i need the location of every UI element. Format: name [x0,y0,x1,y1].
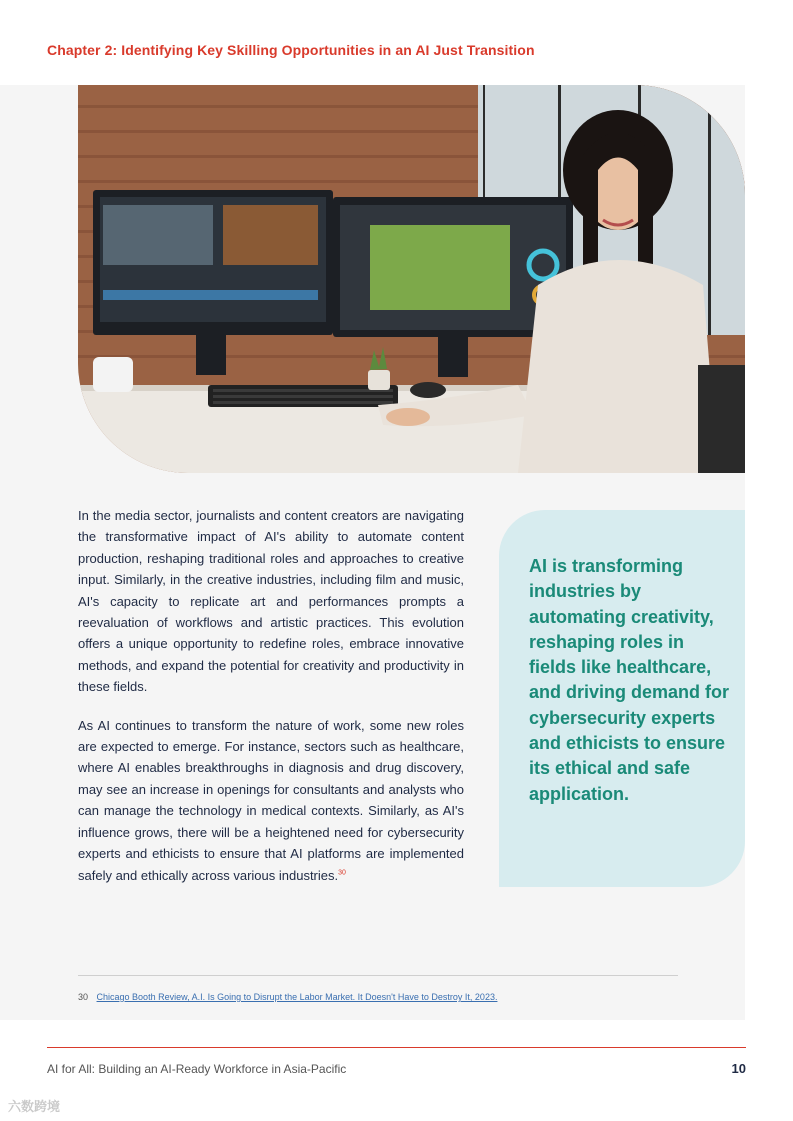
hero-photo [78,85,745,473]
body-text-column [78,505,464,903]
watermark-text: 六数跨境 [8,1099,61,1114]
pull-quote-text: AI is transforming industries by automating creativity, reshaping roles in fields like healthcare, and driving demand for cybersecurity experts and ethicists to ensure its ethical and safe application. [529,556,730,804]
footnote [78,992,497,1002]
body-paragraph-2 [78,715,464,886]
hero-illustration [78,85,745,473]
body-paragraph-1: In the media sector, journalists and content creators are navigating the transformative impact of AI's ability to automate content production, reshaping traditional roles and approaches to creative input. Similarly, in the creative industries, including film and music, AI's capacity to replicate art and performances prompts a reevaluation of workflows and artistic practices. This evolution offers a unique opportunity to redefine roles, embrace innovative methods, and expand the potential for creativity and productivity in these fields. [78,508,464,695]
footer-title: AI for All: Building an AI-Ready Workforce in Asia-Pacific [47,1062,347,1076]
footnote-link[interactable]: Chicago Booth Review, A.I. Is Going to Disrupt the Labor Market. It Doesn't Have to Destroy It, 2023. [96,992,498,1002]
watermark-logo [8,1096,60,1115]
footer-divider [47,1047,746,1048]
chapter-title: Chapter 2: Identifying Key Skilling Opportunities in an AI Just Transition [47,42,535,58]
footnote-reference[interactable]: 30 [338,869,346,877]
footnote-divider [78,975,678,976]
footnote-number: 30 [78,992,89,1002]
page-number: 10 [731,1061,746,1076]
body-paragraph-2-text: As AI continues to transform the nature of work, some new roles are expected to emerge. For instance, sectors such as healthcare, where AI enables breakthroughs in diagnosis and drug discovery, may see an increase in openings for consultants and analysts who can manage the technology in medical contexts. Similarly, as AI's influence grows, there will be a heightened need for cybersecurity experts and ethicists to ensure that AI platforms are implemented safely and ethically across various industries. [78,717,464,883]
